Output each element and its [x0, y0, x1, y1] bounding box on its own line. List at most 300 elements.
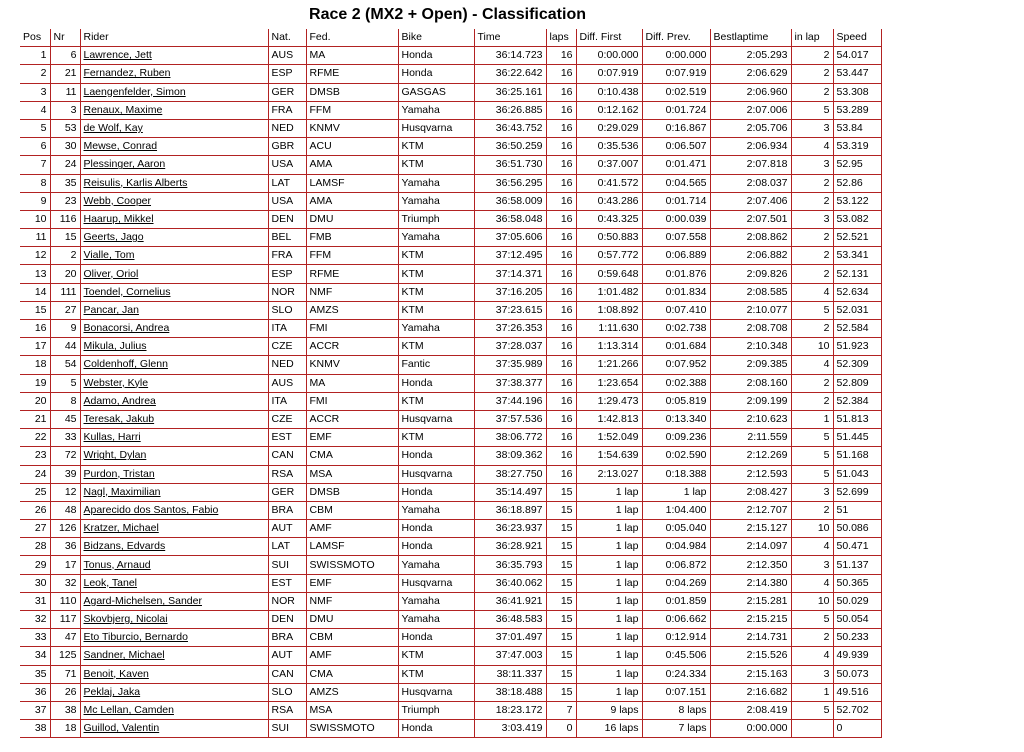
cell-diff-first: 2:13.027 — [576, 465, 642, 483]
rider-link[interactable]: Purdon, Tristan — [80, 465, 268, 483]
cell-time: 38:27.750 — [474, 465, 546, 483]
cell-in-lap: 2 — [791, 65, 833, 83]
rider-link[interactable]: Wright, Dylan — [80, 447, 268, 465]
cell-fed: ACU — [306, 138, 398, 156]
table-row — [20, 574, 881, 592]
cell-bike: KTM — [398, 156, 474, 174]
rider-link[interactable]: Coldenhoff, Glenn — [80, 356, 268, 374]
cell-laps: 16 — [546, 301, 576, 319]
cell-time: 37:28.037 — [474, 338, 546, 356]
cell-speed: 51.137 — [833, 556, 881, 574]
cell-in-lap: 4 — [791, 138, 833, 156]
table-row — [20, 538, 881, 556]
cell-speed: 52.634 — [833, 283, 881, 301]
cell-bestlaptime: 2:10.077 — [710, 301, 791, 319]
cell-pos: 26 — [20, 501, 50, 519]
cell-diff-first: 0:07.919 — [576, 65, 642, 83]
cell-nat: NED — [268, 356, 306, 374]
cell-bike: Husqvarna — [398, 119, 474, 137]
cell-speed: 52.699 — [833, 483, 881, 501]
cell-diff-first: 1 lap — [576, 611, 642, 629]
table-row — [20, 447, 881, 465]
cell-nr: 6 — [50, 47, 80, 65]
cell-diff-prev: 0:04.269 — [642, 574, 710, 592]
cell-bestlaptime: 2:08.427 — [710, 483, 791, 501]
table-row — [20, 611, 881, 629]
rider-link[interactable]: Peklaj, Jaka — [80, 683, 268, 701]
rider-link[interactable]: Benoit, Kaven — [80, 665, 268, 683]
cell-nat: GER — [268, 483, 306, 501]
rider-link[interactable]: de Wolf, Kay — [80, 119, 268, 137]
cell-diff-first: 1:52.049 — [576, 429, 642, 447]
rider-link[interactable]: Kullas, Harri — [80, 429, 268, 447]
cell-nat: ITA — [268, 392, 306, 410]
cell-speed: 52.95 — [833, 156, 881, 174]
cell-laps: 16 — [546, 101, 576, 119]
cell-time: 37:16.205 — [474, 283, 546, 301]
cell-nr: 36 — [50, 538, 80, 556]
cell-diff-first: 1 lap — [576, 574, 642, 592]
cell-bestlaptime: 2:06.934 — [710, 138, 791, 156]
rider-link[interactable]: Mikula, Julius — [80, 338, 268, 356]
cell-fed: EMF — [306, 429, 398, 447]
cell-bike: Yamaha — [398, 229, 474, 247]
cell-laps: 7 — [546, 701, 576, 719]
cell-laps: 16 — [546, 429, 576, 447]
cell-pos: 38 — [20, 720, 50, 738]
cell-nr: 111 — [50, 283, 80, 301]
cell-time: 37:05.606 — [474, 229, 546, 247]
cell-bike: GASGAS — [398, 83, 474, 101]
cell-time: 36:58.009 — [474, 192, 546, 210]
cell-nat: SLO — [268, 683, 306, 701]
table-row — [20, 320, 881, 338]
cell-laps: 16 — [546, 119, 576, 137]
cell-in-lap: 2 — [791, 192, 833, 210]
cell-time: 36:48.583 — [474, 611, 546, 629]
cell-speed: 50.029 — [833, 592, 881, 610]
cell-speed: 53.447 — [833, 65, 881, 83]
cell-bike: KTM — [398, 338, 474, 356]
cell-bike: Yamaha — [398, 101, 474, 119]
cell-nr: 9 — [50, 320, 80, 338]
cell-bike: Fantic — [398, 356, 474, 374]
cell-nat: NOR — [268, 592, 306, 610]
table-row — [20, 283, 881, 301]
cell-fed: AMZS — [306, 683, 398, 701]
cell-nr: 17 — [50, 556, 80, 574]
cell-nr: 35 — [50, 174, 80, 192]
cell-speed: 52.384 — [833, 392, 881, 410]
cell-diff-prev: 0:16.867 — [642, 119, 710, 137]
rider-link[interactable]: Agard-Michelsen, Sander — [80, 592, 268, 610]
rider-link[interactable]: Vialle, Tom — [80, 247, 268, 265]
rider-link[interactable]: Toendel, Cornelius — [80, 283, 268, 301]
cell-nr: 12 — [50, 483, 80, 501]
cell-laps: 16 — [546, 338, 576, 356]
cell-speed: 52.521 — [833, 229, 881, 247]
cell-diff-first: 9 laps — [576, 701, 642, 719]
table-row — [20, 665, 881, 683]
cell-laps: 16 — [546, 138, 576, 156]
rider-link[interactable]: Lawrence, Jett — [80, 47, 268, 65]
cell-in-lap: 2 — [791, 83, 833, 101]
cell-nr: 48 — [50, 501, 80, 519]
cell-bestlaptime: 2:05.706 — [710, 119, 791, 137]
cell-in-lap: 1 — [791, 410, 833, 428]
cell-diff-prev: 0:01.471 — [642, 156, 710, 174]
cell-fed: CBM — [306, 629, 398, 647]
table-row — [20, 83, 881, 101]
cell-nat: ESP — [268, 65, 306, 83]
cell-bestlaptime: 2:06.629 — [710, 65, 791, 83]
cell-time: 36:26.885 — [474, 101, 546, 119]
cell-nat: SLO — [268, 301, 306, 319]
cell-nat: BRA — [268, 501, 306, 519]
cell-bike: Honda — [398, 47, 474, 65]
cell-speed: 53.308 — [833, 83, 881, 101]
cell-time: 37:35.989 — [474, 356, 546, 374]
cell-bestlaptime: 2:14.097 — [710, 538, 791, 556]
cell-fed: LAMSF — [306, 538, 398, 556]
cell-bike: Honda — [398, 483, 474, 501]
cell-diff-prev: 0:07.919 — [642, 65, 710, 83]
cell-pos: 33 — [20, 629, 50, 647]
rider-link[interactable]: Teresak, Jakub — [80, 410, 268, 428]
cell-laps: 16 — [546, 447, 576, 465]
cell-time: 37:38.377 — [474, 374, 546, 392]
cell-bestlaptime: 2:11.559 — [710, 429, 791, 447]
cell-diff-prev: 0:07.151 — [642, 683, 710, 701]
cell-nat: CAN — [268, 665, 306, 683]
cell-fed: EMF — [306, 574, 398, 592]
cell-pos: 15 — [20, 301, 50, 319]
cell-in-lap: 1 — [791, 683, 833, 701]
cell-speed: 53.082 — [833, 210, 881, 228]
cell-bike: KTM — [398, 301, 474, 319]
cell-nat: USA — [268, 156, 306, 174]
cell-time: 38:06.772 — [474, 429, 546, 447]
cell-in-lap: 3 — [791, 665, 833, 683]
cell-nat: SUI — [268, 720, 306, 738]
rider-link[interactable]: Renaux, Maxime — [80, 101, 268, 119]
cell-pos: 11 — [20, 229, 50, 247]
cell-pos: 36 — [20, 683, 50, 701]
cell-fed: CMA — [306, 665, 398, 683]
cell-laps: 15 — [546, 665, 576, 683]
cell-laps: 16 — [546, 283, 576, 301]
cell-diff-first: 1:42.813 — [576, 410, 642, 428]
cell-pos: 4 — [20, 101, 50, 119]
cell-bestlaptime: 2:15.281 — [710, 592, 791, 610]
cell-fed: AMF — [306, 520, 398, 538]
cell-nr: 2 — [50, 247, 80, 265]
rider-link[interactable]: Eto Tiburcio, Bernardo — [80, 629, 268, 647]
cell-laps: 16 — [546, 83, 576, 101]
cell-bestlaptime: 2:06.960 — [710, 83, 791, 101]
cell-time: 37:44.196 — [474, 392, 546, 410]
col-pos: Pos — [20, 29, 50, 47]
cell-nat: AUS — [268, 47, 306, 65]
cell-diff-first: 1:54.639 — [576, 447, 642, 465]
cell-fed: MSA — [306, 465, 398, 483]
cell-nr: 21 — [50, 65, 80, 83]
cell-nat: NED — [268, 119, 306, 137]
table-row — [20, 683, 881, 701]
cell-in-lap: 5 — [791, 101, 833, 119]
cell-bike: Yamaha — [398, 592, 474, 610]
cell-diff-first: 1 lap — [576, 592, 642, 610]
cell-fed: AMA — [306, 192, 398, 210]
cell-nr: 15 — [50, 229, 80, 247]
cell-fed: RFME — [306, 65, 398, 83]
cell-bestlaptime: 2:06.882 — [710, 247, 791, 265]
cell-diff-first: 0:00.000 — [576, 47, 642, 65]
table-row — [20, 410, 881, 428]
rider-link[interactable]: Nagl, Maximilian — [80, 483, 268, 501]
cell-fed: FMB — [306, 229, 398, 247]
rider-link[interactable]: Geerts, Jago — [80, 229, 268, 247]
rider-link[interactable]: Plessinger, Aaron — [80, 156, 268, 174]
cell-in-lap: 3 — [791, 483, 833, 501]
cell-laps: 15 — [546, 483, 576, 501]
col-diff-first: Diff. First — [576, 29, 642, 47]
rider-link[interactable]: Laengenfelder, Simon — [80, 83, 268, 101]
cell-nr: 3 — [50, 101, 80, 119]
cell-in-lap: 2 — [791, 47, 833, 65]
cell-laps: 16 — [546, 410, 576, 428]
cell-in-lap: 3 — [791, 156, 833, 174]
table-row — [20, 301, 881, 319]
cell-bestlaptime: 2:15.127 — [710, 520, 791, 538]
col-nr: Nr — [50, 29, 80, 47]
rider-link[interactable]: Webb, Cooper — [80, 192, 268, 210]
cell-speed: 53.319 — [833, 138, 881, 156]
cell-bike: KTM — [398, 283, 474, 301]
cell-in-lap: 3 — [791, 210, 833, 228]
cell-nr: 53 — [50, 119, 80, 137]
cell-diff-prev: 0:07.410 — [642, 301, 710, 319]
rider-link[interactable]: Tonus, Arnaud — [80, 556, 268, 574]
cell-diff-first: 1 lap — [576, 683, 642, 701]
cell-nat: ITA — [268, 320, 306, 338]
cell-time: 36:14.723 — [474, 47, 546, 65]
rider-link[interactable]: Reisulis, Karlis Alberts — [80, 174, 268, 192]
cell-bestlaptime: 2:15.526 — [710, 647, 791, 665]
cell-pos: 12 — [20, 247, 50, 265]
rider-link[interactable]: Haarup, Mikkel — [80, 210, 268, 228]
cell-diff-first: 1:01.482 — [576, 283, 642, 301]
cell-fed: AMF — [306, 647, 398, 665]
cell-nr: 33 — [50, 429, 80, 447]
cell-pos: 37 — [20, 701, 50, 719]
cell-diff-first: 1:23.654 — [576, 374, 642, 392]
cell-time: 36:25.161 — [474, 83, 546, 101]
cell-speed: 53.122 — [833, 192, 881, 210]
cell-laps: 16 — [546, 247, 576, 265]
cell-time: 36:58.048 — [474, 210, 546, 228]
cell-nat: ESP — [268, 265, 306, 283]
rider-link[interactable]: Sandner, Michael — [80, 647, 268, 665]
cell-diff-prev: 0:04.984 — [642, 538, 710, 556]
cell-pos: 19 — [20, 374, 50, 392]
cell-bestlaptime: 2:09.385 — [710, 356, 791, 374]
cell-speed: 49.516 — [833, 683, 881, 701]
cell-pos: 34 — [20, 647, 50, 665]
cell-bestlaptime: 2:07.501 — [710, 210, 791, 228]
table-row — [20, 192, 881, 210]
cell-diff-first: 1 lap — [576, 556, 642, 574]
cell-bestlaptime: 2:09.199 — [710, 392, 791, 410]
cell-bestlaptime: 2:15.215 — [710, 611, 791, 629]
cell-fed: RFME — [306, 265, 398, 283]
cell-bike: Yamaha — [398, 320, 474, 338]
table-row — [20, 338, 881, 356]
cell-pos: 14 — [20, 283, 50, 301]
header-row — [20, 29, 881, 47]
cell-laps: 16 — [546, 192, 576, 210]
cell-time: 37:26.353 — [474, 320, 546, 338]
rider-link[interactable]: Webster, Kyle — [80, 374, 268, 392]
cell-in-lap: 3 — [791, 556, 833, 574]
cell-diff-first: 0:43.325 — [576, 210, 642, 228]
cell-pos: 23 — [20, 447, 50, 465]
cell-diff-prev: 0:01.684 — [642, 338, 710, 356]
rider-link[interactable]: Aparecido dos Santos, Fabio — [80, 501, 268, 519]
rider-link[interactable]: Leok, Tanel — [80, 574, 268, 592]
cell-bestlaptime: 0:00.000 — [710, 720, 791, 738]
cell-fed: SWISSMOTO — [306, 556, 398, 574]
cell-fed: KNMV — [306, 119, 398, 137]
cell-in-lap: 2 — [791, 265, 833, 283]
cell-in-lap: 3 — [791, 119, 833, 137]
table-row — [20, 265, 881, 283]
cell-diff-prev: 0:01.859 — [642, 592, 710, 610]
cell-pos: 27 — [20, 520, 50, 538]
cell-diff-prev: 0:01.724 — [642, 101, 710, 119]
col-rider: Rider — [80, 29, 268, 47]
cell-pos: 17 — [20, 338, 50, 356]
cell-laps: 16 — [546, 392, 576, 410]
table-row — [20, 229, 881, 247]
cell-nat: FRA — [268, 101, 306, 119]
cell-diff-prev: 0:06.662 — [642, 611, 710, 629]
cell-bestlaptime: 2:16.682 — [710, 683, 791, 701]
cell-in-lap: 2 — [791, 374, 833, 392]
cell-speed: 52.309 — [833, 356, 881, 374]
rider-link[interactable]: Guillod, Valentin — [80, 720, 268, 738]
cell-in-lap — [791, 720, 833, 738]
cell-bike: KTM — [398, 265, 474, 283]
cell-laps: 15 — [546, 538, 576, 556]
cell-time: 18:23.172 — [474, 701, 546, 719]
table-row — [20, 429, 881, 447]
cell-in-lap: 5 — [791, 447, 833, 465]
cell-bestlaptime: 2:07.818 — [710, 156, 791, 174]
cell-nat: CZE — [268, 410, 306, 428]
cell-fed: NMF — [306, 592, 398, 610]
table-row — [20, 138, 881, 156]
cell-in-lap: 2 — [791, 629, 833, 647]
cell-laps: 15 — [546, 574, 576, 592]
rider-link[interactable]: Bidzans, Edvards — [80, 538, 268, 556]
rider-link[interactable]: Mewse, Conrad — [80, 138, 268, 156]
col-bike: Bike — [398, 29, 474, 47]
rider-link[interactable]: Fernandez, Ruben — [80, 65, 268, 83]
cell-nat: EST — [268, 429, 306, 447]
cell-speed: 51.445 — [833, 429, 881, 447]
cell-nat: AUT — [268, 647, 306, 665]
cell-pos: 1 — [20, 47, 50, 65]
cell-laps: 16 — [546, 65, 576, 83]
cell-diff-first: 0:35.536 — [576, 138, 642, 156]
cell-pos: 9 — [20, 192, 50, 210]
cell-time: 37:47.003 — [474, 647, 546, 665]
cell-speed: 52.809 — [833, 374, 881, 392]
cell-nr: 23 — [50, 192, 80, 210]
col-time: Time — [474, 29, 546, 47]
cell-diff-prev: 0:07.952 — [642, 356, 710, 374]
cell-nr: 110 — [50, 592, 80, 610]
cell-diff-first: 1:11.630 — [576, 320, 642, 338]
cell-bestlaptime: 2:07.006 — [710, 101, 791, 119]
cell-laps: 15 — [546, 520, 576, 538]
cell-diff-first: 0:41.572 — [576, 174, 642, 192]
cell-bike: KTM — [398, 138, 474, 156]
rider-link[interactable]: Adamo, Andrea — [80, 392, 268, 410]
table-row — [20, 156, 881, 174]
classification-table — [20, 29, 882, 738]
cell-bike: Honda — [398, 538, 474, 556]
cell-laps: 16 — [546, 156, 576, 174]
rider-link[interactable]: Bonacorsi, Andrea — [80, 320, 268, 338]
cell-time: 37:23.615 — [474, 301, 546, 319]
rider-link[interactable]: Skovbjerg, Nicolai — [80, 611, 268, 629]
cell-fed: KNMV — [306, 356, 398, 374]
cell-nr: 38 — [50, 701, 80, 719]
cell-bike: Yamaha — [398, 192, 474, 210]
cell-bike: Triumph — [398, 210, 474, 228]
cell-bestlaptime: 2:05.293 — [710, 47, 791, 65]
rider-link[interactable]: Pancar, Jan — [80, 301, 268, 319]
cell-diff-prev: 1:04.400 — [642, 501, 710, 519]
cell-bestlaptime: 2:12.269 — [710, 447, 791, 465]
cell-laps: 15 — [546, 611, 576, 629]
cell-laps: 15 — [546, 647, 576, 665]
rider-link[interactable]: Oliver, Oriol — [80, 265, 268, 283]
cell-speed: 49.939 — [833, 647, 881, 665]
cell-diff-prev: 0:18.388 — [642, 465, 710, 483]
cell-pos: 7 — [20, 156, 50, 174]
cell-diff-prev: 1 lap — [642, 483, 710, 501]
cell-nat: CZE — [268, 338, 306, 356]
cell-nat: USA — [268, 192, 306, 210]
cell-diff-first: 1:13.314 — [576, 338, 642, 356]
cell-fed: MSA — [306, 701, 398, 719]
cell-time: 36:18.897 — [474, 501, 546, 519]
cell-pos: 2 — [20, 65, 50, 83]
cell-bike: Husqvarna — [398, 465, 474, 483]
cell-speed: 52.584 — [833, 320, 881, 338]
rider-link[interactable]: Mc Lellan, Camden — [80, 701, 268, 719]
cell-fed: FMI — [306, 392, 398, 410]
cell-nat: EST — [268, 574, 306, 592]
cell-bestlaptime: 2:14.380 — [710, 574, 791, 592]
rider-link[interactable]: Kratzer, Michael — [80, 520, 268, 538]
cell-nat: DEN — [268, 210, 306, 228]
cell-speed: 53.341 — [833, 247, 881, 265]
cell-diff-prev: 0:02.519 — [642, 83, 710, 101]
